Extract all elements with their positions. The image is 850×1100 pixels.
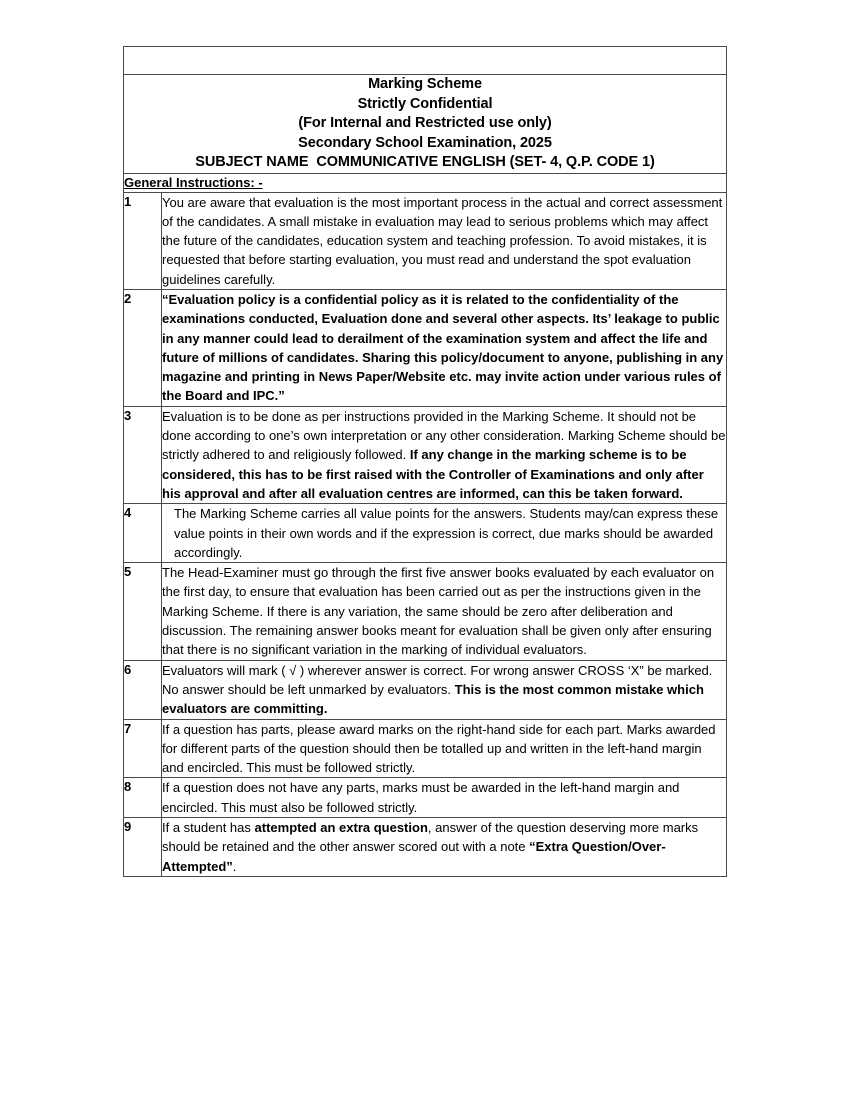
instruction-text-plain: . (232, 858, 237, 874)
title-row (124, 75, 727, 174)
instruction-text (162, 660, 727, 719)
instruction-number: 2 (124, 289, 162, 406)
instruction-number: 6 (124, 660, 162, 719)
instruction-number: 5 (124, 563, 162, 660)
instruction-text (162, 719, 727, 778)
instruction-text-plain: , answer of the question deserving more marks should be retained and the other answer scored out with a note (162, 820, 699, 855)
instruction-text (162, 563, 727, 660)
instruction-text-plain: The Marking Scheme carries all value points for the answers. Students may/can express these value points in their own words and if the expression is correct, due marks should be awarded accordingly. (174, 506, 719, 560)
instruction-text-plain: If a student has (162, 820, 255, 835)
instruction-text-plain: If a question does not have any parts, marks must be awarded in the left-hand margin and encircled. This must also be followed strictly. (162, 780, 680, 815)
table-body (124, 47, 727, 877)
title-line-examination-year: Secondary School Examination, 2025 (298, 134, 552, 151)
title-line-subject-name: SUBJECT NAME COMMUNICATIVE ENGLISH (SET- 4, Q.P. CODE 1) (195, 154, 655, 170)
marking-scheme-table (123, 46, 727, 877)
instruction-number: 1 (124, 192, 162, 289)
instruction-text (162, 778, 727, 818)
instruction-text-bold: If any change in the marking scheme is to be considered, this has to be first raised with the Controller of Examinations and only after his approval and after all evaluation centres are informed, can this be taken forward. (162, 447, 704, 501)
title-line-marking-scheme: Marking Scheme (368, 76, 482, 92)
instruction-text-bold: “Evaluation policy is a confidential policy as it is related to the confidentiality of the examinations conducted, Evaluation done and several other aspects. Its’ leakage to public in any manner could lead to derailment of the examination system and affect the life and future of millions of candidates. Sharing this policy/document to anyone, publishing in any magazine and printing in News Paper/Website etc. may invite action under various rules of the Board and IPC.” (162, 291, 724, 404)
general-instructions-cell (124, 173, 727, 192)
instruction-text (162, 406, 727, 503)
top-spacer-cell (124, 47, 727, 75)
instruction-row (124, 192, 727, 289)
instruction-text (162, 289, 727, 406)
instruction-number: 3 (124, 406, 162, 503)
instruction-text (162, 504, 727, 563)
instruction-number: 4 (124, 504, 162, 563)
instruction-text-bold: This is the most common mistake which evaluators are committing. (162, 681, 704, 717)
instruction-row (124, 289, 727, 406)
top-spacer-row (124, 47, 727, 75)
instruction-row (124, 504, 727, 563)
instruction-text-plain: If a question has parts, please award marks on the right-hand side for each part. Marks awarded for different parts of the question should then be totalled up and written in the left-hand margin and encircled. This must be followed strictly. (162, 721, 716, 776)
title-block (124, 75, 727, 174)
instruction-row (124, 563, 727, 660)
instruction-text-plain: Evaluation is to be done as per instructions provided in the Marking Scheme. It should not be done according to one’s own interpretation or any other consideration. Marking Scheme should be strictly adhered to and religiously followed. (162, 408, 726, 463)
instruction-number: 7 (124, 719, 162, 778)
instruction-row (124, 778, 727, 818)
instruction-text (162, 818, 727, 877)
instruction-text-bold: attempted an extra question (254, 820, 428, 835)
instruction-text (162, 192, 727, 289)
instruction-text-bold: “Extra Question/Over- Attempted” (162, 839, 666, 874)
instruction-row (124, 818, 727, 877)
instruction-row (124, 660, 727, 719)
title-line-strictly-confidential: Strictly Confidential (357, 95, 493, 112)
instruction-text-plain: Evaluators will mark ( √ ) wherever answer is correct. For wrong answer CROSS ‘X” be marked. No answer should be left unmarked by evaluators. (162, 662, 713, 697)
instruction-row (124, 406, 727, 503)
title-line-internal-use: (For Internal and Restricted use only) (298, 115, 552, 131)
instruction-number: 8 (124, 778, 162, 818)
instruction-text-plain: You are aware that evaluation is the most important process in the actual and correct assessment of the candidates. A small mistake in evaluation may lead to serious problems which may affect the future of the candidates, education system and teaching profession. To avoid mistakes, it is requested that before starting evaluation, you must read and understand the spot evaluation guidelines carefully. (162, 194, 723, 287)
instruction-row (124, 719, 727, 778)
general-instructions-heading: General Instructions: - (124, 174, 263, 190)
instruction-number: 9 (124, 818, 162, 877)
instruction-text-plain: The Head-Examiner must go through the first five answer books evaluated by each evaluator on the first day, to ensure that evaluation has been carried out as per the instructions given in the Marking Scheme. If there is any variation, the same should be zero after deliberation and discussion. The remaining answer books meant for evaluation shall be given only after ensuring that there is no significant variation in the marking of individual evaluators. (162, 565, 715, 658)
general-instructions-row (124, 173, 727, 192)
